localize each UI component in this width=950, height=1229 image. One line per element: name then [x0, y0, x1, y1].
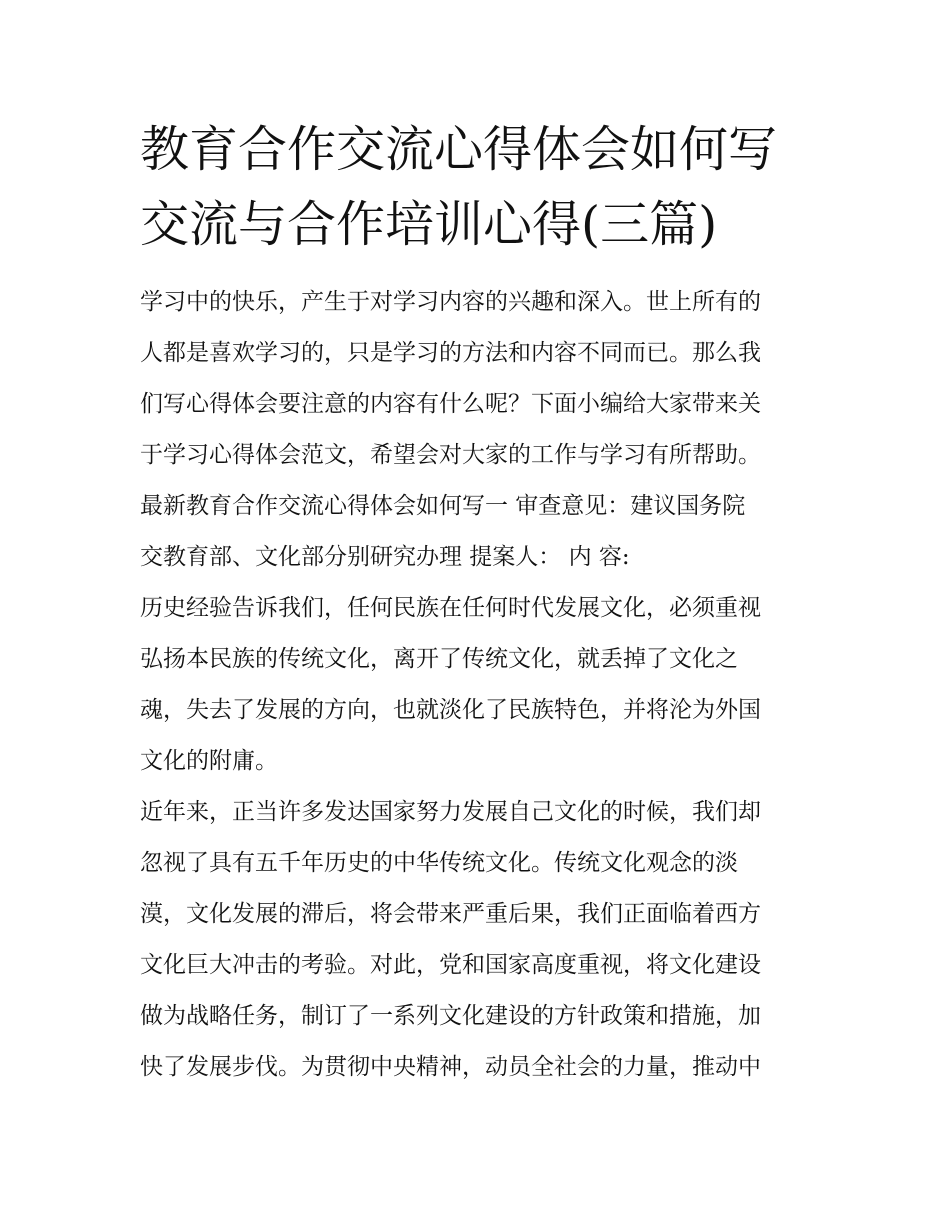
body-line: 人都是喜欢学习的，只是学习的方法和内容不同而已。那么我: [140, 340, 761, 366]
body-line: 漠，文化发展的滞后，将会带来严重后果，我们正面临着西方: [140, 901, 761, 927]
body-line: 魂，失去了发展的方向，也就淡化了民族特色，并将沦为外国: [140, 697, 761, 723]
body-line: 忽视了具有五千年历史的中华传统文化。传统文化观念的淡: [140, 850, 738, 876]
body-line: 最新教育合作交流心得体会如何写一 审查意见：建议国务院: [140, 493, 746, 519]
body-line: 弘扬本民族的传统文化，离开了传统文化，就丢掉了文化之: [140, 646, 738, 672]
body-line: 于学习心得体会范文，希望会对大家的工作与学习有所帮助。: [140, 442, 761, 468]
document-title: [140, 112, 840, 262]
body-line: 快了发展步伐。为贯彻中央精神，动员全社会的力量，推动中: [140, 1054, 761, 1080]
body-line: 做为战略任务，制订了一系列文化建设的方针政策和措施，加: [140, 1003, 761, 1029]
body-line: 文化的附庸。: [140, 748, 278, 774]
title-line: 交流与合作培训心得(三篇): [140, 196, 718, 253]
body-line: 交教育部、文化部分别研究办理 提案人： 内 容:: [140, 544, 630, 570]
body-line: 们写心得体会要注意的内容有什么呢？下面小编给大家带来关: [140, 391, 761, 417]
document-body: [140, 277, 820, 1093]
body-line: 历史经验告诉我们，任何民族在任何时代发展文化，必须重视: [140, 595, 761, 621]
body-line: 近年来，正当许多发达国家努力发展自己文化的时候，我们却: [140, 799, 761, 825]
title-line: 教育合作交流心得体会如何写: [140, 121, 778, 178]
body-line: 文化巨大冲击的考验。对此，党和国家高度重视，将文化建设: [140, 952, 761, 978]
body-line: 学习中的快乐，产生于对学习内容的兴趣和深入。世上所有的: [140, 289, 761, 315]
